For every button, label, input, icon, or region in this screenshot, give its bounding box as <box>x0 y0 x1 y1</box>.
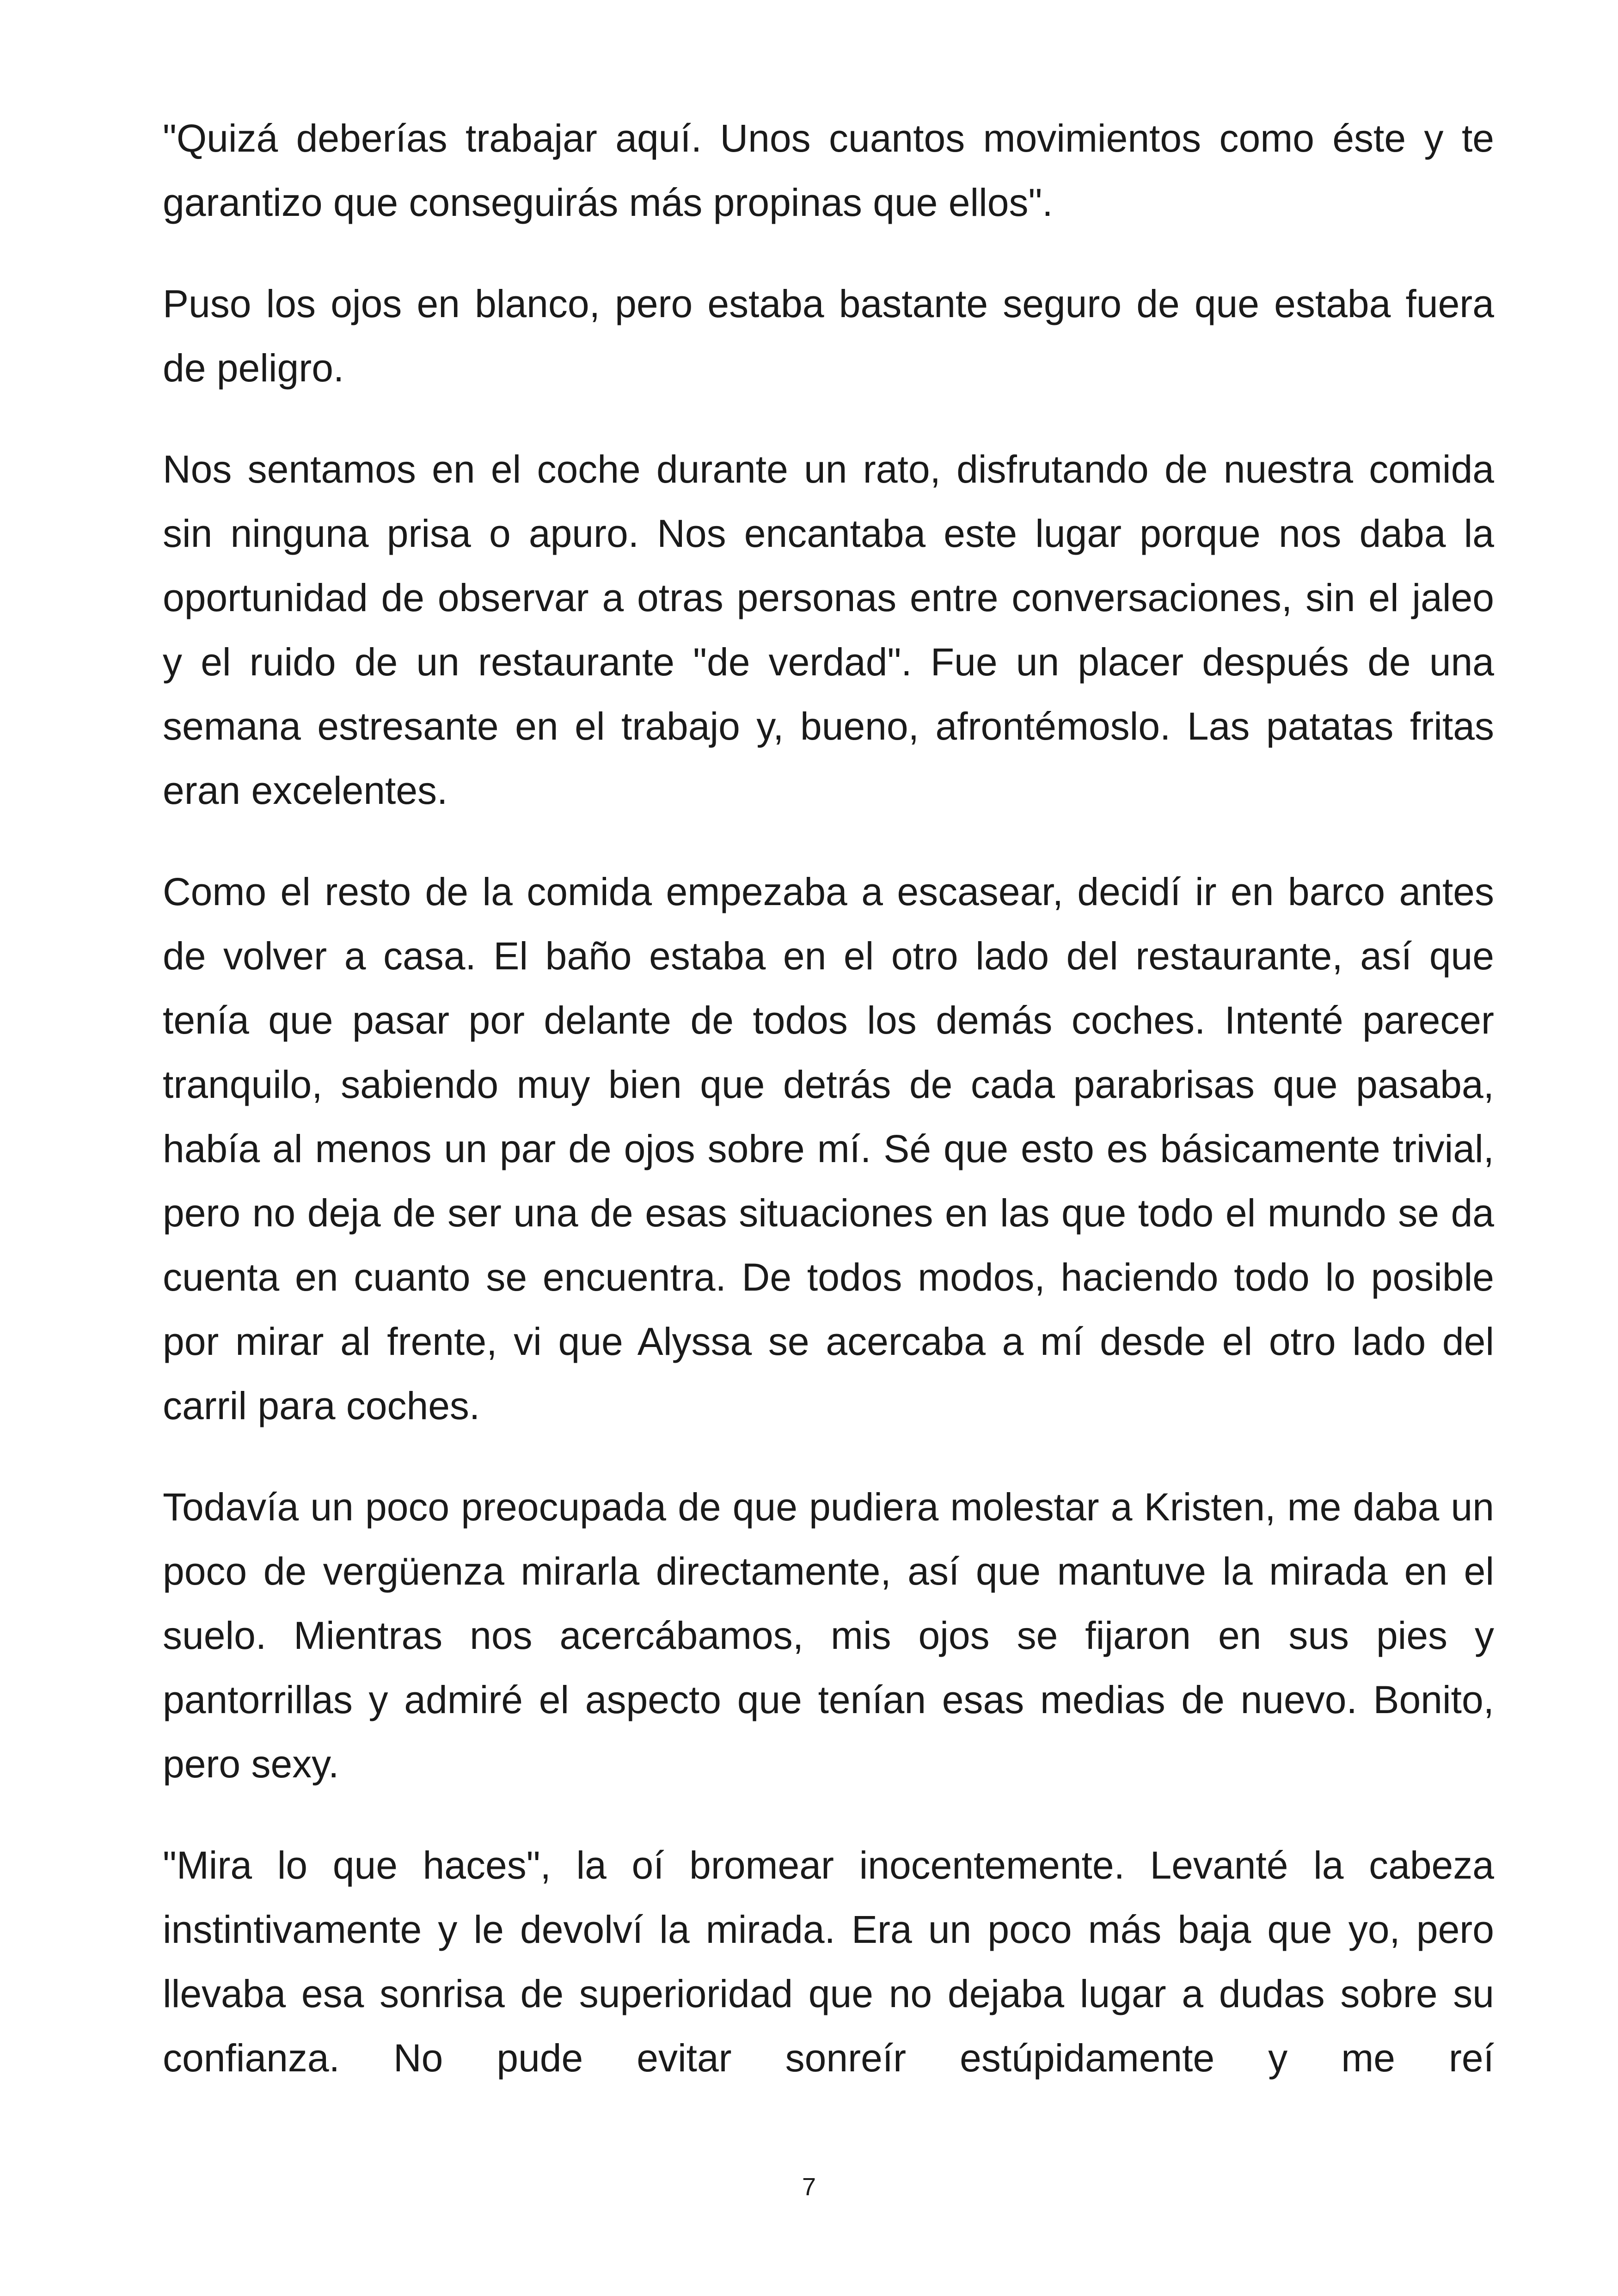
body-text <box>163 106 1494 2090</box>
paragraph-4: Como el resto de la comida empezaba a escasear, decidí ir en barco antes de volver a casa. El baño estaba en el otro lado del restaurante, así que tenía que pasar por delante de todos los demás coches. Intenté parecer tranquilo, sabiendo muy bien que detrás de cada parabrisas que pasaba, había al menos un par de ojos sobre mí. Sé que esto es básicamente trivial, pero no deja de ser una de esas situaciones en las que todo el mundo se da cuenta en cuanto se encuentra. De todos modos, haciendo todo lo posible por mirar al frente, vi que Alyssa se acercaba a mí desde el otro lado del carril para coches. <box>163 870 1494 1427</box>
paragraph-1: "Quizá deberías trabajar aquí. Unos cuantos movimientos como éste y te garantizo que conseguirás más propinas que ellos". <box>163 116 1494 224</box>
paragraph-6: "Mira lo que haces", la oí bromear inocentemente. Levanté la cabeza instintivamente y le devolví la mirada. Era un poco más baja que yo, pero llevaba esa sonrisa de superioridad que no dejaba lugar a dudas sobre su confianza. No pude evitar sonreír estúpidamente y me reí <box>163 1843 1494 2080</box>
paragraph-2: Puso los ojos en blanco, pero estaba bastante seguro de que estaba fuera de peligro. <box>163 282 1494 390</box>
paragraph-5: Todavía un poco preocupada de que pudiera molestar a Kristen, me daba un poco de vergüenza mirarla directamente, así que mantuve la mirada en el suelo. Mientras nos acercábamos, mis ojos se fijaron en sus pies y pantorrillas y admiré el aspecto que tenían esas medias de nuevo. Bonito, pero sexy. <box>163 1485 1494 1786</box>
paragraph-3: Nos sentamos en el coche durante un rato, disfrutando de nuestra comida sin ninguna prisa o apuro. Nos encantaba este lugar porque nos daba la oportunidad de observar a otras personas entre conversaciones, sin el jaleo y el ruido de un restaurante "de verdad". Fue un placer después de una semana estresante en el trabajo y, bueno, afrontémoslo. Las patatas fritas eran excelentes. <box>163 447 1494 812</box>
page-number: 7 <box>802 2173 816 2201</box>
